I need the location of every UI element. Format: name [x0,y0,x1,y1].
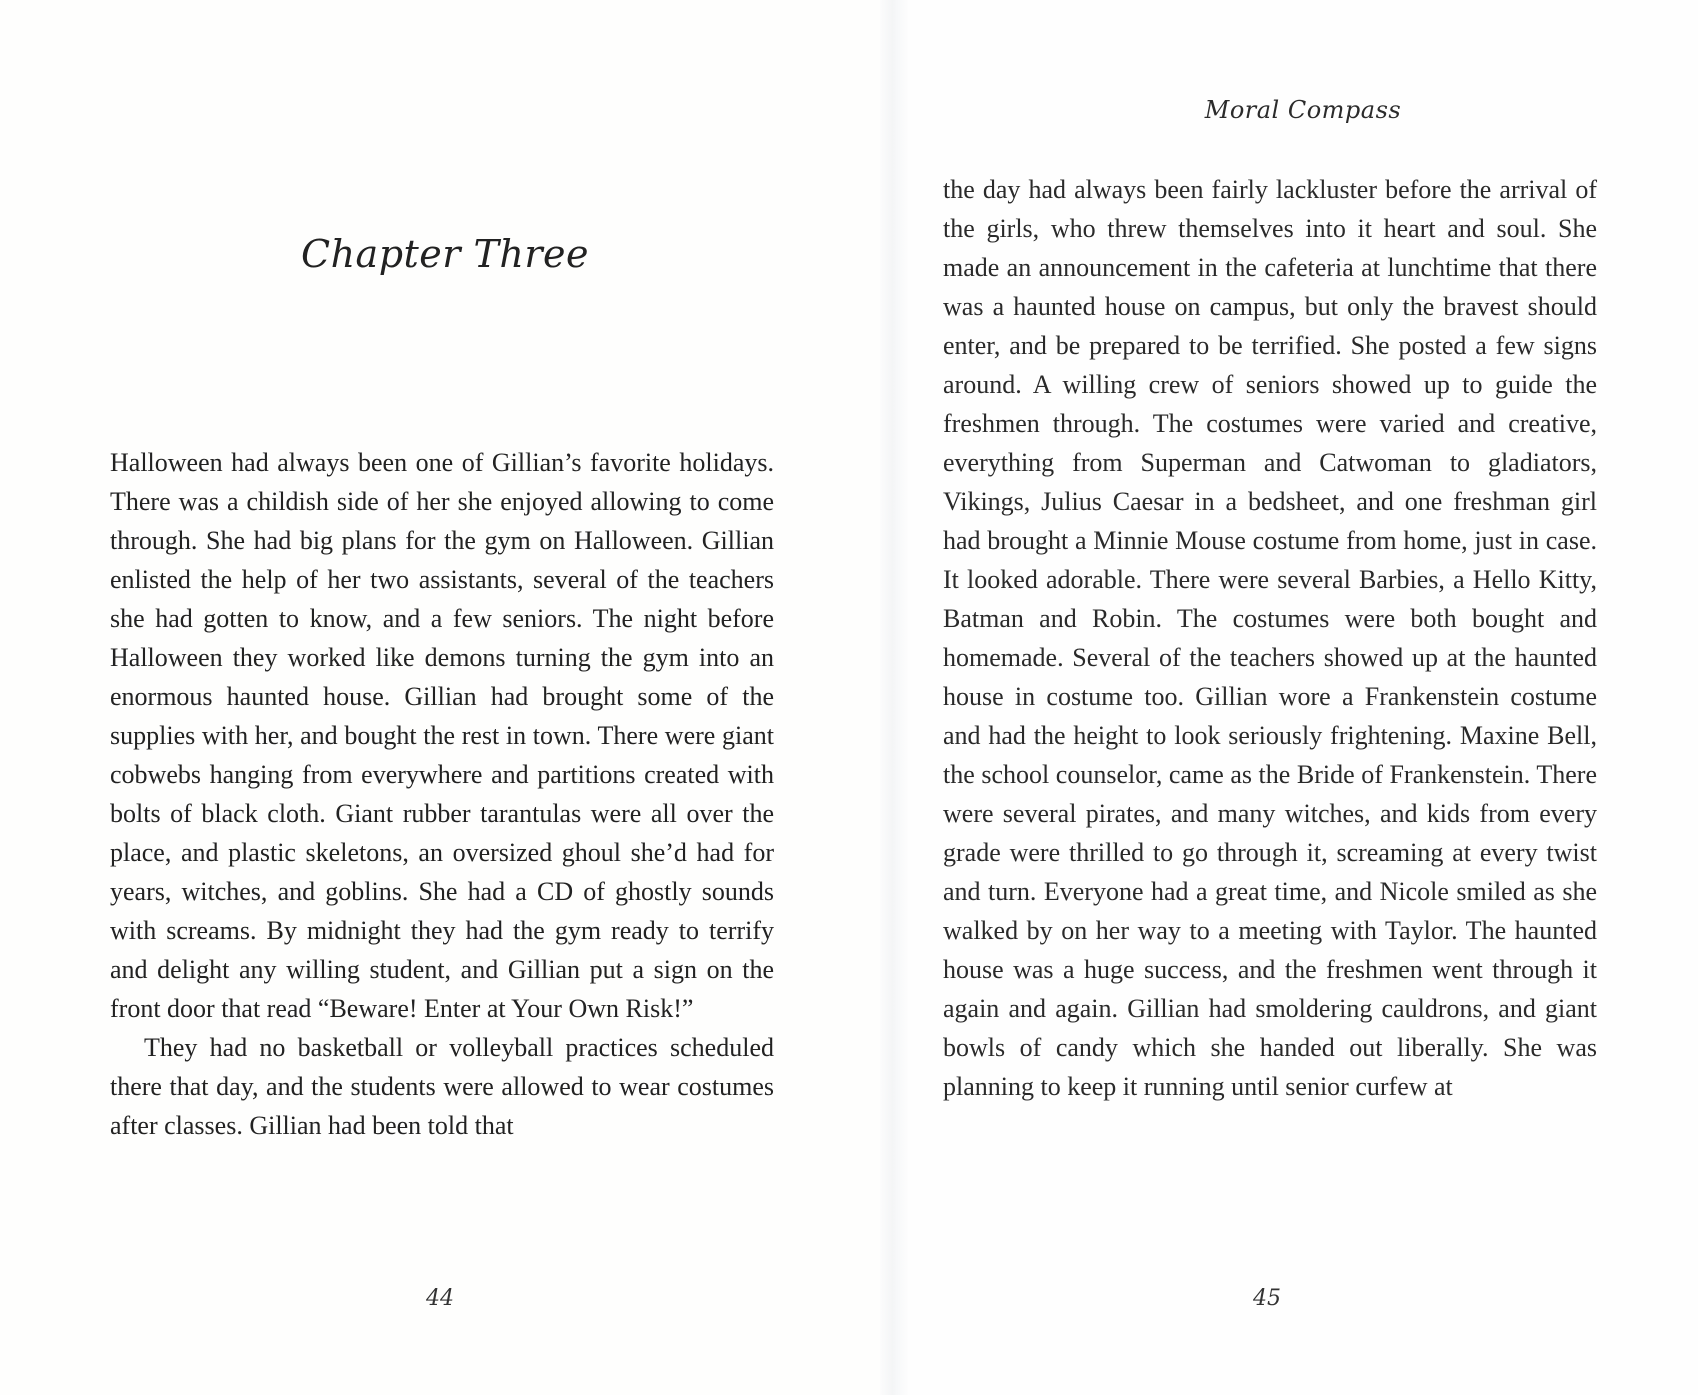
paragraph: the day had always been fairly lackluster before the arrival of the girls, who threw themselves into it heart and soul. She made an announcement in the cafeteria at lunchtime that there was a haunted house on campus, but only the bravest should enter, and be prepared to be terrified. She posted a few signs around. A willing crew of seniors showed up to guide the freshmen through. The costumes were varied and creative, everything from Superman and Catwoman to gladiators, Vikings, Julius Caesar in a bedsheet, and one freshman girl had brought a Minnie Mouse costume from home, just in case. It looked adorable. There were several Barbies, a Hello Kitty, Batman and Robin. The costumes were both bought and homemade. Several of the teachers showed up at the haunted house in costume too. Gillian wore a Frankenstein costume and had the height to look seriously frightening. Maxine Bell, the school counselor, came as the Bride of Frankenstein. There were several pirates, and many witches, and kids from every grade were thrilled to go through it, screaming at every twist and turn. Everyone had a great time, and Nicole smiled as she walked by on her way to a meeting with Taylor. The haunted house was a huge success, and the freshmen went through it again and again. Gillian had smoldering cauldrons, and giant bowls of candy which she handed out liberally. She was planning to keep it running until senior curfew at [943,175,1597,1101]
book-gutter [880,0,908,1395]
right-page-body [943,170,1597,1106]
left-page-body [110,443,774,1145]
paragraph: They had no basketball or volleyball practices scheduled there that day, and the students were allowed to wear costumes after classes. Gillian had been told that [110,1033,774,1140]
right-page [908,0,1698,1395]
chapter-title: Chapter Three [301,232,589,276]
paragraph: Halloween had always been one of Gillian’s favorite holidays. There was a childish side of her she enjoyed allowing to come through. She had big plans for the gym on Halloween. Gillian enlisted the help of her two assistants, several of the teachers she had gotten to know, and a few seniors. The night before Halloween they worked like demons turning the gym into an enormous haunted house. Gillian had brought some of the supplies with her, and bought the rest in town. There were giant cobwebs hanging from everywhere and partitions created with bolts of black cloth. Giant rubber tarantulas were all over the place, and plastic skeletons, an oversized ghoul she’d had for years, witches, and goblins. She had a CD of ghostly sounds with screams. By midnight they had the gym ready to terrify and delight any willing student, and Gillian put a sign on the front door that read “Beware! Enter at Your Own Risk!” [110,448,774,1023]
page-number: 45 [1253,1286,1281,1311]
running-head: Moral Compass [1204,96,1402,124]
page-number: 44 [426,1286,454,1311]
